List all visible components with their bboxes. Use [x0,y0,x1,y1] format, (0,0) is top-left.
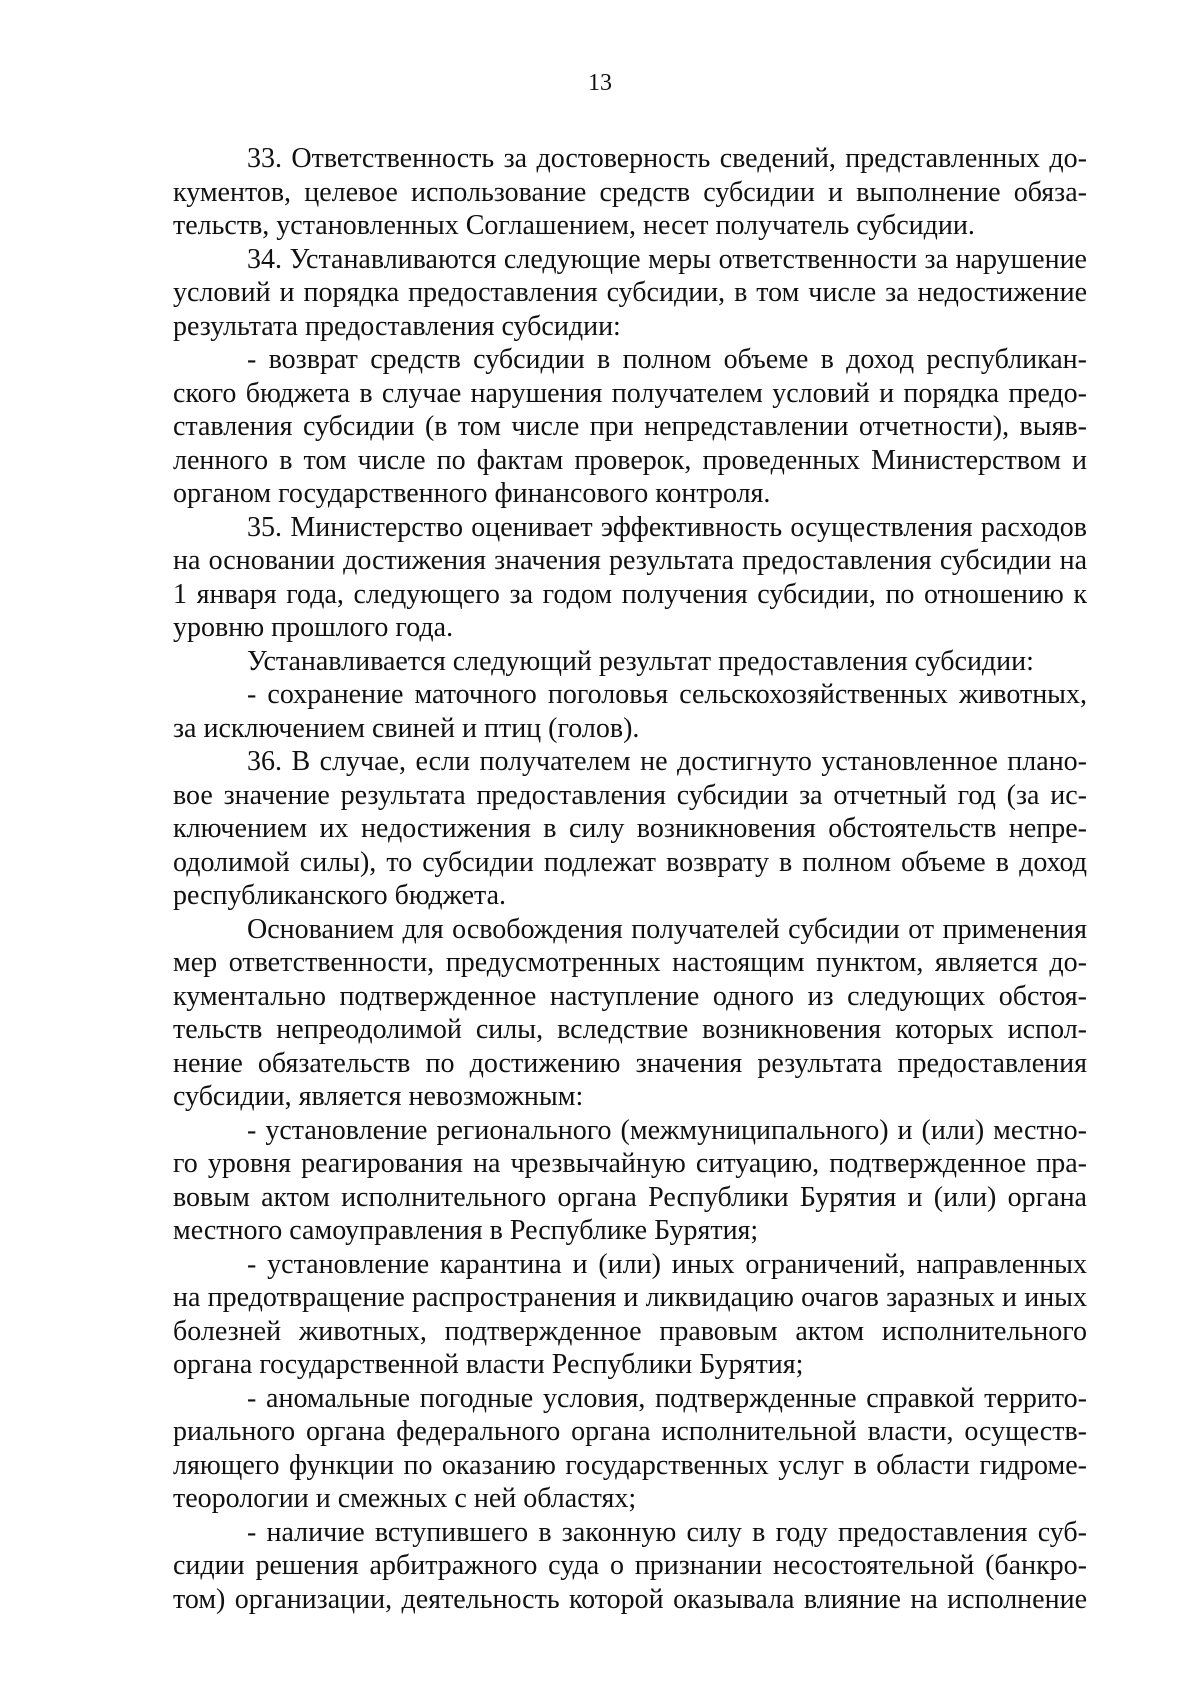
paragraph-34: 34. Устанавливаются следующие меры ответственности за нарушение условий и порядка предоставления субсидии, в том числе за недостижение результата предоставления субсидии: [173,243,1087,342]
paragraph-35-result-intro: Устанавливается следующий результат предоставления субсидии: [247,645,1034,677]
paragraph-35: 35. Министерство оценивает эффективность осуществления расходов на основании достижения значения результата предоставления субсидии на 1 января года, следующего за годом получения субсидии, по отношению к уровню прошлого года. [173,511,1087,643]
paragraph-35-result-item: - сохранение маточного поголовья сельскохозяйственных животных, за исключением свиней и птиц (голов). [173,679,1087,744]
paragraph-36-item-bankruptcy: - наличие вступившего в законную силу в году предоставления субсидии решения арбитражного суда о признании несостоятельной (банкротом) организации, деятельность которой оказывала влияние на исполнение [173,1516,1087,1615]
paragraph-36-item-emergency: - установление регионального (межмуниципального) и (или) местного уровня реагирования на чрезвычайную ситуацию, подтвержденное правовым актом исполнительного органа Республики Бурятия и (или) органа местного самоуправления в Республике Бурятия; [173,1114,1087,1246]
paragraph-34-item-refund: - возврат средств субсидии в полном объеме в доход республиканского бюджета в случае нарушения получателем условий и порядка предоставления субсидии (в том числе при непредставлении отчетности), выявленного в том числе по фактам проверок, проведенных Министерством и органом государственного финансового контроля. [173,344,1087,509]
paragraph-36-exemption-basis: Основанием для освобождения получателей субсидии от применения мер ответственности, предусмотренных настоящим пунктом, является документально подтвержденное наступление одного из следующих обстоятельств непреодолимой силы, вследствие возникновения которых исполнение обязательств по достижению значения результата предоставления субсидии, является невозможным: [173,913,1087,1112]
paragraph-36-item-weather: - аномальные погодные условия, подтвержденные справкой территориального органа федерального органа исполнительной власти, осуществляющего функции по оказанию государственных услуг в области гидрометеорологии и смежных с ней областях; [173,1382,1087,1514]
document-body [173,142,1087,1616]
page-number: 13 [588,70,612,96]
paragraph-36-item-quarantine: - установление карантина и (или) иных ограничений, направленных на предотвращение распространения и ликвидацию очагов заразных и иных болезней животных, подтвержденное правовым актом исполнительного органа государственной власти Республики Бурятия; [173,1248,1087,1380]
paragraph-36: 36. В случае, если получателем не достигнуто установленное плановое значение результата предоставления субсидии за отчетный год (за исключением их недостижения в силу возникновения обстоятельств непреодолимой силы), то субсидии подлежат возврату в полном объеме в доход республиканского бюджета. [173,746,1087,911]
paragraph-33: 33. Ответственность за достоверность сведений, представленных документов, целевое использование средств субсидии и выполнение обязательств, установленных Соглашением, несет получатель субсидии. [173,143,1087,241]
